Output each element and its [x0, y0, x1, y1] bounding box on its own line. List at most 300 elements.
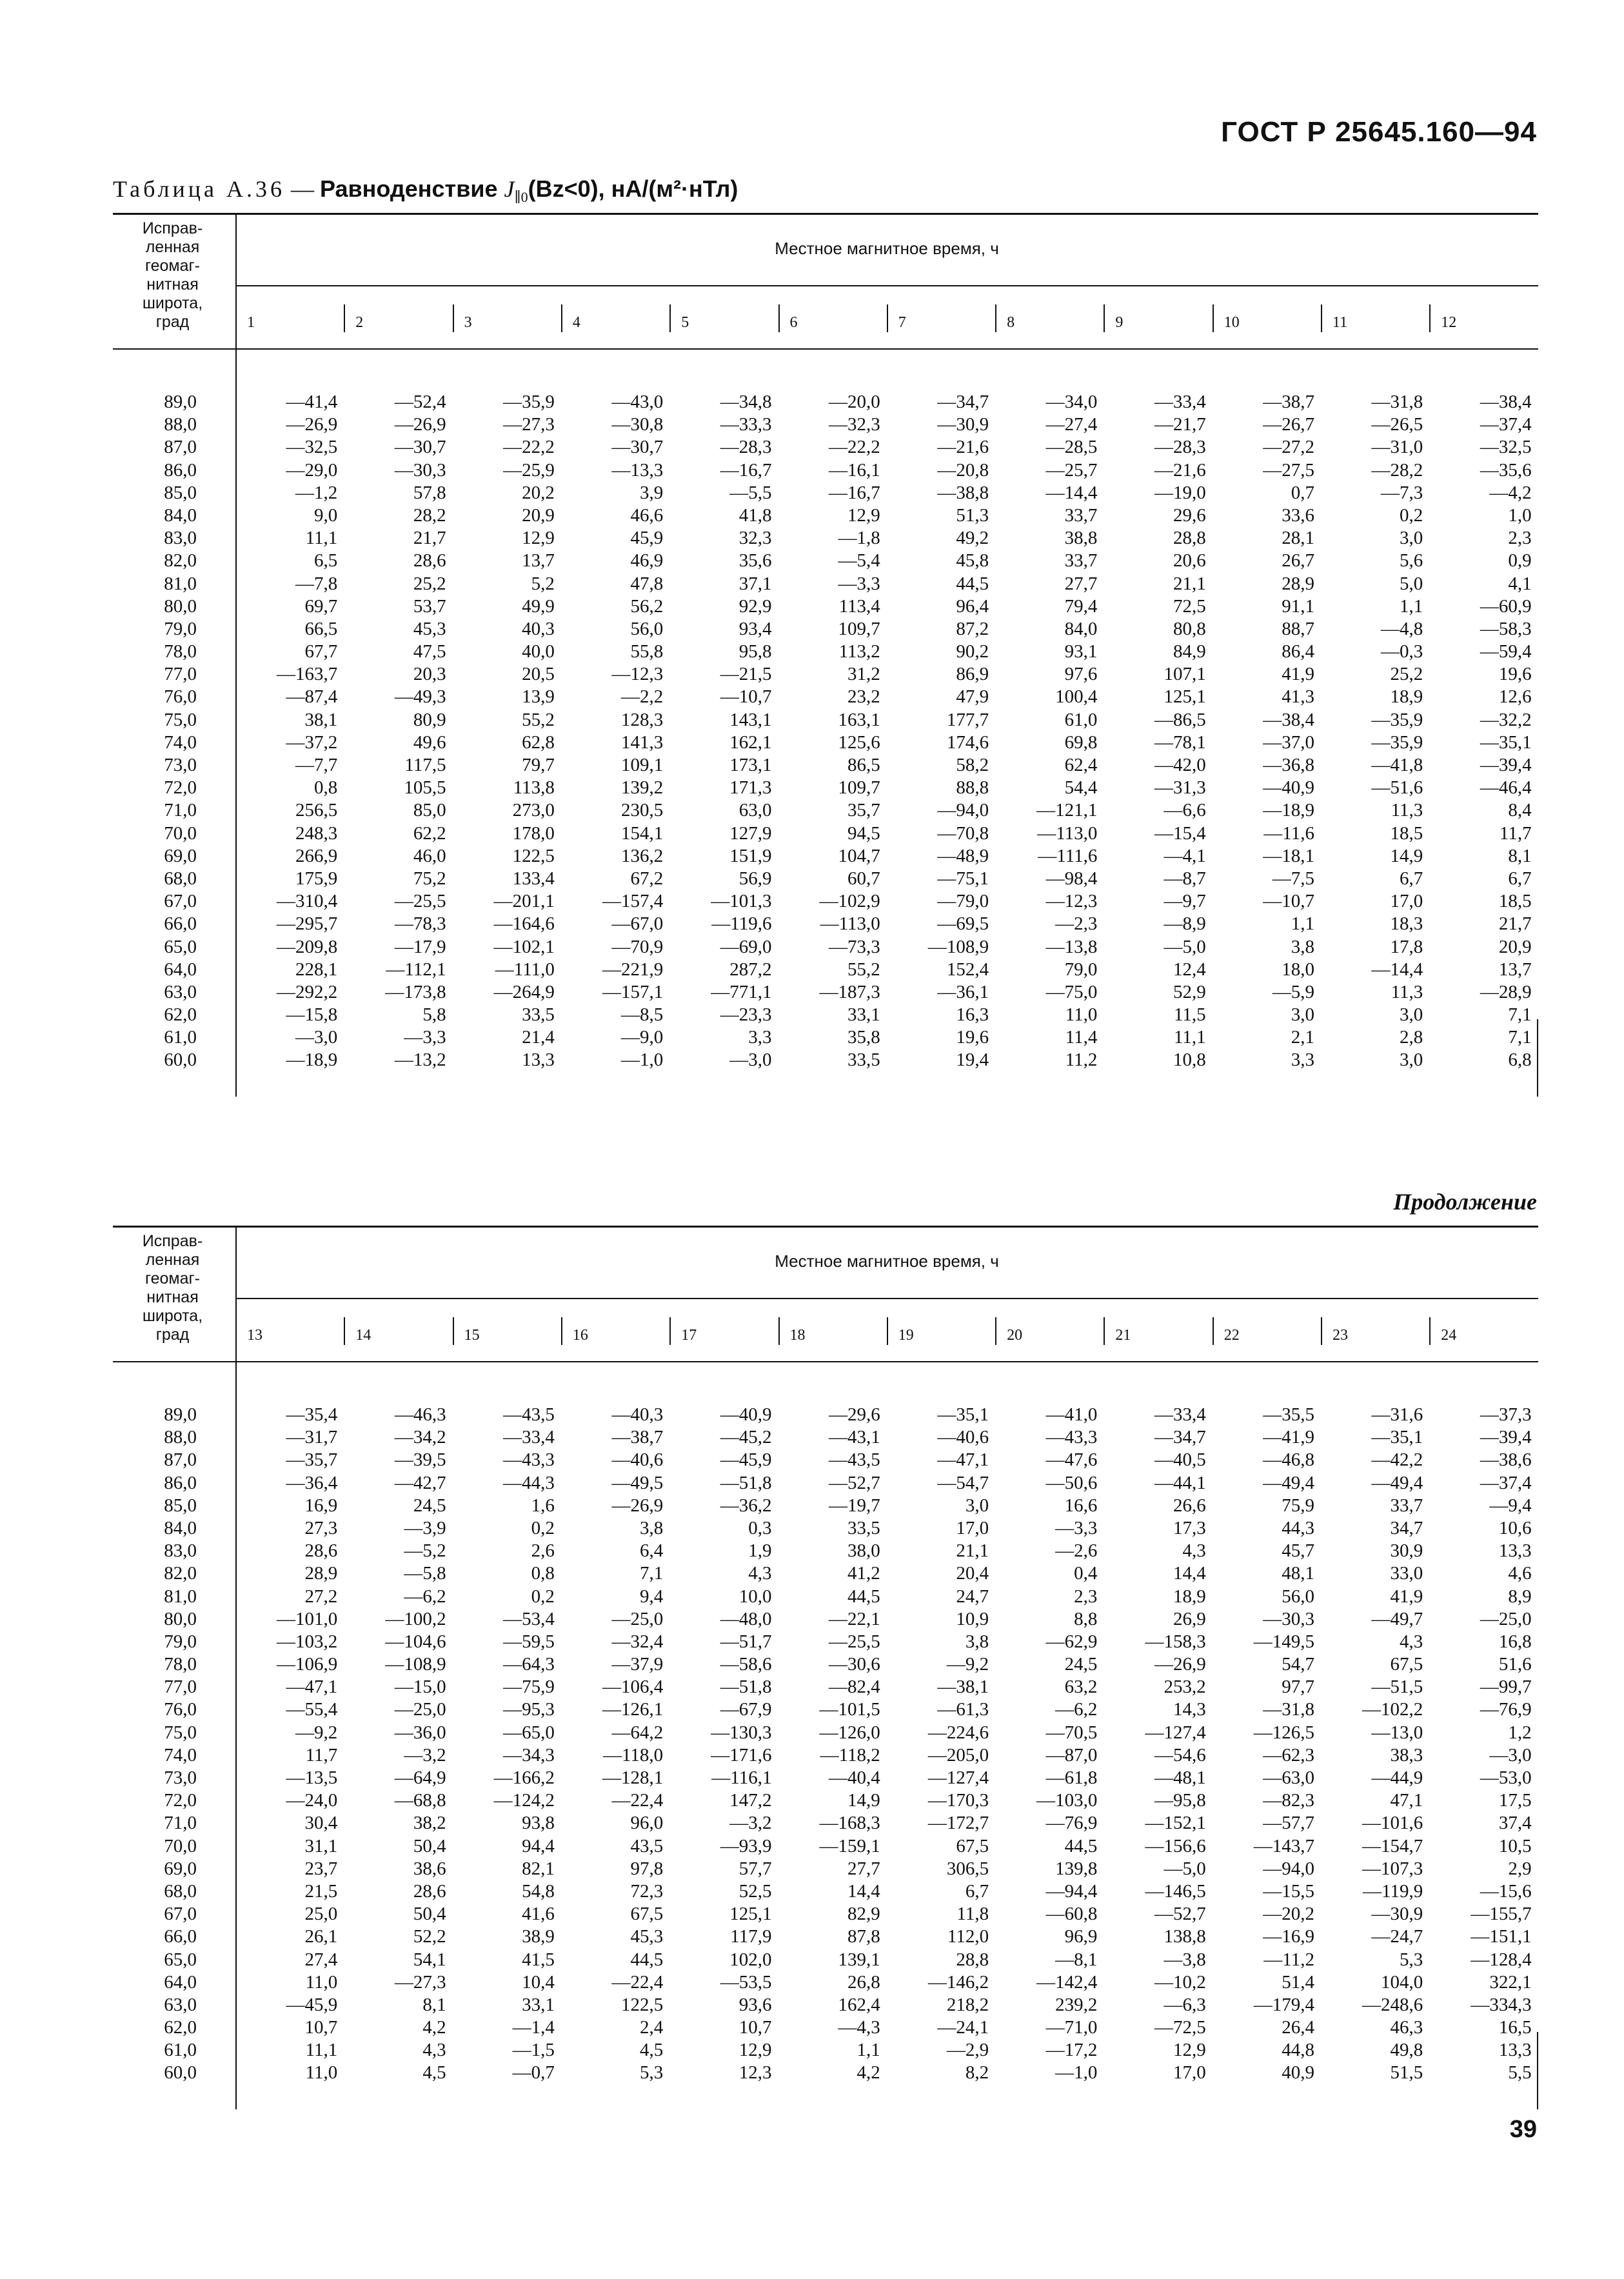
latitude-cell: 69,0	[164, 845, 197, 866]
hour-header-5: 5	[681, 314, 689, 331]
value-cell: 26,6	[1173, 1495, 1206, 1516]
value-cell: 0,2	[531, 1517, 555, 1538]
value-cell: 4,6	[1508, 1563, 1532, 1584]
value-cell: 107,1	[1164, 664, 1206, 685]
value-cell: —9,2	[295, 1722, 338, 1743]
value-cell: —31,7	[286, 1427, 338, 1448]
values-column-hour-13	[235, 1404, 337, 2085]
value-cell: —106,9	[277, 1654, 338, 1675]
value-cell: —3,9	[404, 1517, 446, 1538]
value-cell: 5,8	[422, 1004, 446, 1026]
latitude-cell: 83,0	[164, 1540, 197, 1562]
value-cell: 117,9	[730, 1926, 772, 1947]
value-cell: 17,0	[956, 1517, 989, 1538]
value-cell: —1,4	[512, 2017, 555, 2038]
value-cell: 21,7	[1498, 913, 1532, 935]
value-cell: 62,8	[522, 731, 555, 753]
value-cell: —27,2	[1263, 437, 1314, 458]
value-cell: 38,1	[304, 709, 338, 730]
group-header-rule	[235, 1298, 1538, 1299]
value-cell: 218,2	[946, 1994, 989, 2015]
stub-header	[113, 1232, 232, 1344]
value-cell: —4,2	[1489, 482, 1532, 503]
hour-header-17: 17	[681, 1327, 697, 1344]
value-cell: 8,1	[1508, 845, 1532, 866]
value-cell: —127,4	[927, 1767, 989, 1788]
value-cell: —49,7	[1371, 1608, 1423, 1629]
value-cell: —20,8	[937, 459, 989, 481]
value-cell: 21,5	[304, 1880, 338, 1902]
value-cell: —99,7	[1480, 1677, 1532, 1698]
latitude-cell: 61,0	[164, 2040, 197, 2061]
value-cell: —32,4	[611, 1631, 664, 1652]
hour-header-7: 7	[898, 314, 906, 331]
value-cell: 49,6	[413, 731, 446, 753]
caption-subscript: ∥0	[514, 189, 528, 206]
value-cell: —60,9	[1480, 595, 1532, 617]
value-cell: 5,3	[639, 2062, 664, 2084]
value-cell: —75,9	[503, 1677, 555, 1698]
value-cell: 3,9	[639, 482, 664, 503]
value-cell: 63,2	[1064, 1677, 1098, 1698]
value-cell: 105,5	[404, 777, 446, 799]
value-cell: 44,8	[1282, 2040, 1314, 2061]
value-cell: —94,0	[1263, 1858, 1314, 1879]
value-cell: 11,0	[305, 1971, 338, 1993]
value-cell: —40,5	[1154, 1449, 1206, 1471]
value-cell: —43,0	[611, 392, 664, 412]
value-cell: 18,9	[1390, 686, 1423, 708]
value-cell: 35,8	[847, 1027, 880, 1048]
value-cell: —41,8	[1371, 755, 1423, 775]
value-cell: —33,4	[1154, 1404, 1206, 1425]
value-cell: —224,6	[927, 1722, 989, 1743]
value-cell: 11,5	[1174, 1004, 1206, 1026]
value-cell: 33,5	[847, 1517, 880, 1538]
latitude-cell: 74,0	[164, 731, 197, 753]
page-number: 39	[1509, 2116, 1537, 2143]
value-cell: 3,8	[965, 1631, 989, 1652]
value-cell: 0,8	[314, 777, 338, 799]
value-cell: —205,0	[927, 1744, 989, 1766]
value-cell: 47,5	[413, 641, 446, 662]
value-cell: —15,0	[394, 1677, 446, 1698]
stub-header-line: геомаг-	[145, 257, 200, 275]
value-cell: —38,6	[1480, 1449, 1532, 1471]
hour-header-18: 18	[789, 1327, 806, 1344]
value-cell: —104,6	[385, 1631, 446, 1652]
value-cell: —75,0	[1045, 981, 1098, 1002]
value-cell: —102,9	[819, 891, 880, 912]
value-cell: 97,8	[630, 1858, 664, 1879]
value-cell: —1,2	[295, 482, 338, 503]
value-cell: —3,3	[404, 1027, 446, 1048]
value-cell: —35,4	[286, 1404, 338, 1425]
value-cell: —51,8	[720, 1677, 772, 1698]
value-cell: 80,9	[413, 709, 446, 730]
values-column-hour-5	[669, 391, 771, 1072]
value-cell: 93,8	[522, 1813, 555, 1834]
value-cell: —7,7	[295, 755, 338, 775]
value-cell: 163,1	[838, 709, 880, 730]
value-cell: 4,1	[1508, 573, 1532, 594]
latitude-cell: 60,0	[164, 2062, 197, 2084]
value-cell: 49,2	[956, 528, 989, 549]
value-cell: 4,3	[1400, 1631, 1423, 1652]
value-cell: —43,3	[503, 1449, 555, 1471]
value-cell: —49,4	[1371, 1472, 1423, 1493]
value-cell: 18,5	[1498, 891, 1532, 912]
value-cell: 79,4	[1064, 595, 1098, 617]
hour-header-9: 9	[1115, 314, 1124, 331]
value-cell: 151,9	[729, 845, 772, 866]
value-cell: 139,1	[838, 1949, 880, 1970]
stub-header-line: широта,	[142, 294, 203, 312]
latitude-cell: 63,0	[164, 1994, 197, 2015]
value-cell: —70,8	[937, 822, 989, 844]
hour-header-3: 3	[464, 314, 472, 331]
value-cell: 40,3	[522, 618, 555, 639]
value-cell: 10,6	[1498, 1517, 1532, 1538]
value-cell: —42,0	[1154, 755, 1206, 775]
value-cell: 109,1	[620, 755, 664, 775]
value-cell: 20,4	[956, 1563, 989, 1584]
value-cell: 62,4	[1064, 755, 1098, 775]
value-cell: 102,0	[729, 1949, 772, 1970]
value-cell: —26,9	[394, 414, 446, 435]
value-cell: —95,3	[503, 1699, 555, 1720]
value-cell: —35,9	[1371, 709, 1423, 730]
value-cell: —75,1	[937, 868, 989, 889]
value-cell: —65,0	[503, 1722, 555, 1743]
value-cell: 94,4	[522, 1835, 555, 1856]
value-cell: 67,5	[630, 1904, 664, 1925]
value-cell: 34,7	[1390, 1517, 1423, 1538]
value-cell: —40,9	[720, 1404, 772, 1425]
value-cell: —173,8	[385, 981, 446, 1002]
value-cell: —209,8	[277, 936, 338, 957]
value-cell: 67,7	[304, 641, 338, 662]
hour-header-13: 13	[247, 1327, 262, 1344]
value-cell: —26,5	[1371, 414, 1423, 435]
value-cell: 17,3	[1173, 1517, 1206, 1538]
latitude-cell: 78,0	[164, 1654, 197, 1675]
value-cell: 4,2	[857, 2062, 880, 2084]
value-cell: —187,3	[819, 981, 880, 1002]
value-cell: —58,3	[1480, 618, 1532, 639]
value-cell: 113,4	[838, 595, 880, 617]
value-cell: —32,2	[1480, 709, 1532, 730]
value-cell: —118,0	[603, 1744, 664, 1766]
latitude-column	[113, 391, 197, 1072]
value-cell: 0,3	[748, 1517, 772, 1538]
value-cell: —27,3	[503, 414, 555, 435]
values-column-hour-19	[887, 1404, 989, 2085]
value-cell: —51,7	[720, 1631, 772, 1652]
value-cell: —5,4	[838, 550, 880, 572]
value-cell: 79,0	[1064, 959, 1098, 980]
value-cell: 56,0	[1282, 1586, 1314, 1607]
value-cell: —172,7	[927, 1813, 989, 1834]
value-cell: 4,3	[422, 2040, 446, 2061]
value-cell: 93,6	[738, 1994, 772, 2015]
value-cell: 17,8	[1390, 936, 1423, 957]
value-cell: —22,4	[611, 1790, 664, 1811]
latitude-cell: 70,0	[164, 822, 197, 844]
value-cell: —55,4	[286, 1699, 338, 1720]
value-cell: —49,4	[1263, 1472, 1314, 1493]
latitude-cell: 84,0	[164, 1517, 197, 1538]
value-cell: —30,8	[611, 414, 664, 435]
value-cell: —24,1	[937, 2017, 989, 2038]
value-cell: 5,2	[531, 573, 555, 594]
value-cell: 62,2	[413, 822, 446, 844]
value-cell: —28,9	[1480, 981, 1532, 1002]
hour-header-16: 16	[572, 1327, 588, 1344]
latitude-cell: 84,0	[164, 504, 197, 526]
hour-header-12: 12	[1441, 314, 1457, 331]
hour-header-15: 15	[464, 1327, 480, 1344]
value-cell: 45,8	[956, 550, 989, 572]
values-column-hour-6	[778, 391, 880, 1072]
value-cell: 0,9	[1508, 550, 1532, 572]
latitude-cell: 79,0	[164, 1631, 197, 1652]
value-cell: —100,2	[385, 1608, 446, 1629]
latitude-cell: 68,0	[164, 1880, 197, 1902]
value-cell: —9,4	[1489, 1495, 1532, 1516]
value-cell: —38,1	[937, 1677, 989, 1698]
latitude-cell: 77,0	[164, 1677, 197, 1698]
value-cell: 44,5	[956, 573, 989, 594]
value-cell: 3,8	[639, 1517, 664, 1538]
value-cell: —51,8	[720, 1472, 772, 1493]
stub-header-line: ленная	[145, 1251, 200, 1269]
value-cell: 38,6	[413, 1858, 446, 1879]
caption-symbol: J	[504, 176, 515, 202]
latitude-cell: 65,0	[164, 936, 197, 957]
value-cell: 32,3	[738, 528, 772, 549]
value-cell: —0,3	[1381, 641, 1423, 662]
latitude-cell: 64,0	[164, 1971, 197, 1993]
value-cell: —34,7	[937, 392, 989, 412]
value-cell: 104,7	[838, 845, 880, 866]
value-cell: 41,2	[847, 1563, 880, 1584]
value-cell: 6,7	[1508, 868, 1532, 889]
latitude-cell: 78,0	[164, 641, 197, 662]
value-cell: —34,3	[503, 1744, 555, 1766]
value-cell: —21,6	[1154, 459, 1206, 481]
latitude-cell: 65,0	[164, 1949, 197, 1970]
value-cell: —13,2	[394, 1050, 446, 1071]
value-cell: 11,7	[1499, 822, 1532, 844]
value-cell: 47,1	[1390, 1790, 1423, 1811]
value-cell: 14,4	[847, 1880, 880, 1902]
value-cell: 51,5	[1390, 2062, 1423, 2084]
value-cell: —70,9	[611, 936, 664, 957]
value-cell: —36,1	[937, 981, 989, 1002]
value-cell: —76,9	[1045, 1813, 1098, 1834]
value-cell: 45,9	[630, 528, 664, 549]
value-cell: 25,2	[1390, 664, 1423, 685]
value-cell: 4,5	[422, 2062, 446, 2084]
value-cell: —35,9	[503, 392, 555, 412]
value-cell: 13,7	[522, 550, 555, 572]
value-cell: —14,4	[1045, 482, 1098, 503]
value-cell: 30,9	[1390, 1540, 1423, 1562]
value-cell: —34,7	[1154, 1427, 1206, 1448]
caption-title-b: (Bz<0), нА/(м²·нТл)	[528, 175, 738, 202]
value-cell: 11,4	[1065, 1027, 1098, 1048]
latitude-cell: 83,0	[164, 528, 197, 549]
value-cell: 239,2	[1055, 1994, 1098, 2015]
value-cell: 7,1	[1508, 1004, 1532, 1026]
value-cell: —36,0	[394, 1722, 446, 1743]
value-cell: 47,9	[956, 686, 989, 708]
stub-header-line: геомаг-	[145, 1269, 200, 1288]
value-cell: 27,7	[847, 1858, 880, 1879]
value-cell: 79,7	[522, 755, 555, 775]
value-cell: 44,5	[630, 1949, 664, 1970]
value-cell: 38,0	[847, 1540, 880, 1562]
value-cell: 3,0	[1400, 1004, 1423, 1026]
value-cell: 33,7	[1064, 504, 1098, 526]
value-cell: —87,4	[286, 686, 338, 708]
value-cell: —11,2	[1263, 1949, 1314, 1970]
latitude-cell: 69,0	[164, 1858, 197, 1879]
value-cell: —13,8	[1045, 936, 1098, 957]
latitude-cell: 79,0	[164, 618, 197, 639]
value-cell: 80,8	[1173, 618, 1206, 639]
latitude-cell: 67,0	[164, 891, 197, 912]
latitude-cell: 70,0	[164, 1835, 197, 1856]
stub-header-line: Исправ-	[142, 219, 203, 237]
value-cell: —33,3	[720, 414, 772, 435]
value-cell: 10,0	[738, 1586, 772, 1607]
value-cell: —11,6	[1263, 822, 1314, 844]
value-cell: —28,3	[720, 437, 772, 458]
values-column-hour-24	[1429, 1404, 1531, 2085]
value-cell: 5,6	[1400, 550, 1423, 572]
value-cell: —143,7	[1253, 1835, 1314, 1856]
value-cell: 12,3	[738, 2062, 772, 2084]
value-cell: —43,3	[1045, 1427, 1098, 1448]
value-cell: 248,3	[295, 822, 338, 844]
latitude-cell: 73,0	[164, 755, 197, 775]
value-cell: 24,5	[413, 1495, 446, 1516]
value-cell: —29,0	[286, 459, 338, 481]
value-cell: —119,9	[1363, 1880, 1423, 1902]
table-number: Таблица А.36	[113, 176, 285, 202]
value-cell: —21,5	[720, 664, 772, 685]
value-cell: 18,9	[1173, 1586, 1206, 1607]
value-cell: —39,5	[394, 1449, 446, 1471]
value-cell: —13,0	[1371, 1722, 1423, 1743]
value-cell: 175,9	[295, 868, 338, 889]
latitude-cell: 73,0	[164, 1767, 197, 1788]
value-cell: —108,9	[385, 1654, 446, 1675]
value-cell: 37,4	[1498, 1813, 1532, 1834]
value-cell: 33,5	[522, 1004, 555, 1026]
value-cell: 8,9	[1508, 1586, 1532, 1607]
value-cell: —45,9	[720, 1449, 772, 1471]
value-cell: —44,3	[503, 1472, 555, 1493]
value-cell: 5,0	[1400, 573, 1423, 594]
value-cell: —31,8	[1371, 392, 1423, 412]
caption-dash: —	[284, 176, 320, 202]
value-cell: 1,2	[1508, 1722, 1532, 1743]
value-cell: 16,9	[304, 1495, 338, 1516]
value-cell: —9,2	[946, 1654, 989, 1675]
value-cell: 12,9	[1173, 2040, 1206, 2061]
stub-header-line: широта,	[142, 1307, 203, 1325]
value-cell: —3,3	[838, 573, 880, 594]
value-cell: 0,4	[1074, 1563, 1098, 1584]
value-cell: 136,2	[620, 845, 664, 866]
value-cell: —67,9	[720, 1699, 772, 1720]
value-cell: —35,1	[1371, 1427, 1423, 1448]
value-cell: 28,1	[1282, 528, 1314, 549]
value-cell: 21,1	[956, 1540, 989, 1562]
value-cell: 67,5	[956, 1835, 989, 1856]
values-column-hour-4	[561, 391, 663, 1072]
value-cell: —30,7	[394, 437, 446, 458]
value-cell: —126,0	[819, 1722, 880, 1743]
value-cell: 84,0	[1064, 618, 1098, 639]
value-cell: —31,6	[1371, 1404, 1423, 1425]
value-cell: 75,2	[413, 868, 446, 889]
value-cell: 7,1	[1508, 1027, 1532, 1048]
value-cell: —39,4	[1480, 1427, 1532, 1448]
value-cell: —30,3	[394, 459, 446, 481]
value-cell: —30,3	[1263, 1608, 1314, 1629]
values-column-hour-23	[1321, 1404, 1423, 2085]
value-cell: —44,9	[1371, 1767, 1423, 1788]
value-cell: —95,8	[1154, 1790, 1206, 1811]
value-cell: 38,9	[522, 1926, 555, 1947]
values-column-hour-1	[235, 391, 337, 1072]
value-cell: —63,0	[1263, 1767, 1314, 1788]
latitude-cell: 81,0	[164, 573, 197, 594]
value-cell: —3,0	[1489, 1744, 1532, 1766]
value-cell: —4,1	[1164, 845, 1206, 866]
value-cell: —22,4	[611, 1971, 664, 1993]
value-cell: 147,2	[729, 1790, 772, 1811]
value-cell: 54,4	[1064, 777, 1098, 799]
value-cell: —292,2	[277, 981, 338, 1002]
value-cell: 20,6	[1173, 550, 1206, 572]
values-column-hour-3	[453, 391, 555, 1072]
value-cell: 287,2	[729, 959, 772, 980]
value-cell: —38,7	[1263, 392, 1314, 412]
value-cell: 96,9	[1064, 1926, 1098, 1947]
value-cell: —6,2	[1055, 1699, 1098, 1720]
value-cell: —18,1	[1263, 845, 1314, 866]
value-cell: 4,5	[639, 2040, 664, 2061]
value-cell: —113,0	[1037, 822, 1098, 844]
value-cell: —15,6	[1480, 1880, 1532, 1902]
value-cell: 4,2	[422, 2017, 446, 2038]
value-cell: —16,7	[720, 459, 772, 481]
value-cell: —52,7	[829, 1472, 880, 1493]
value-cell: 6,7	[1400, 868, 1423, 889]
stub-header-line: град	[155, 1326, 190, 1344]
value-cell: 88,7	[1282, 618, 1314, 639]
value-cell: 41,9	[1282, 664, 1314, 685]
value-cell: 67,2	[630, 868, 664, 889]
value-cell: —168,3	[819, 1813, 880, 1834]
latitude-cell: 80,0	[164, 1608, 197, 1629]
value-cell: —37,3	[1480, 1404, 1532, 1425]
